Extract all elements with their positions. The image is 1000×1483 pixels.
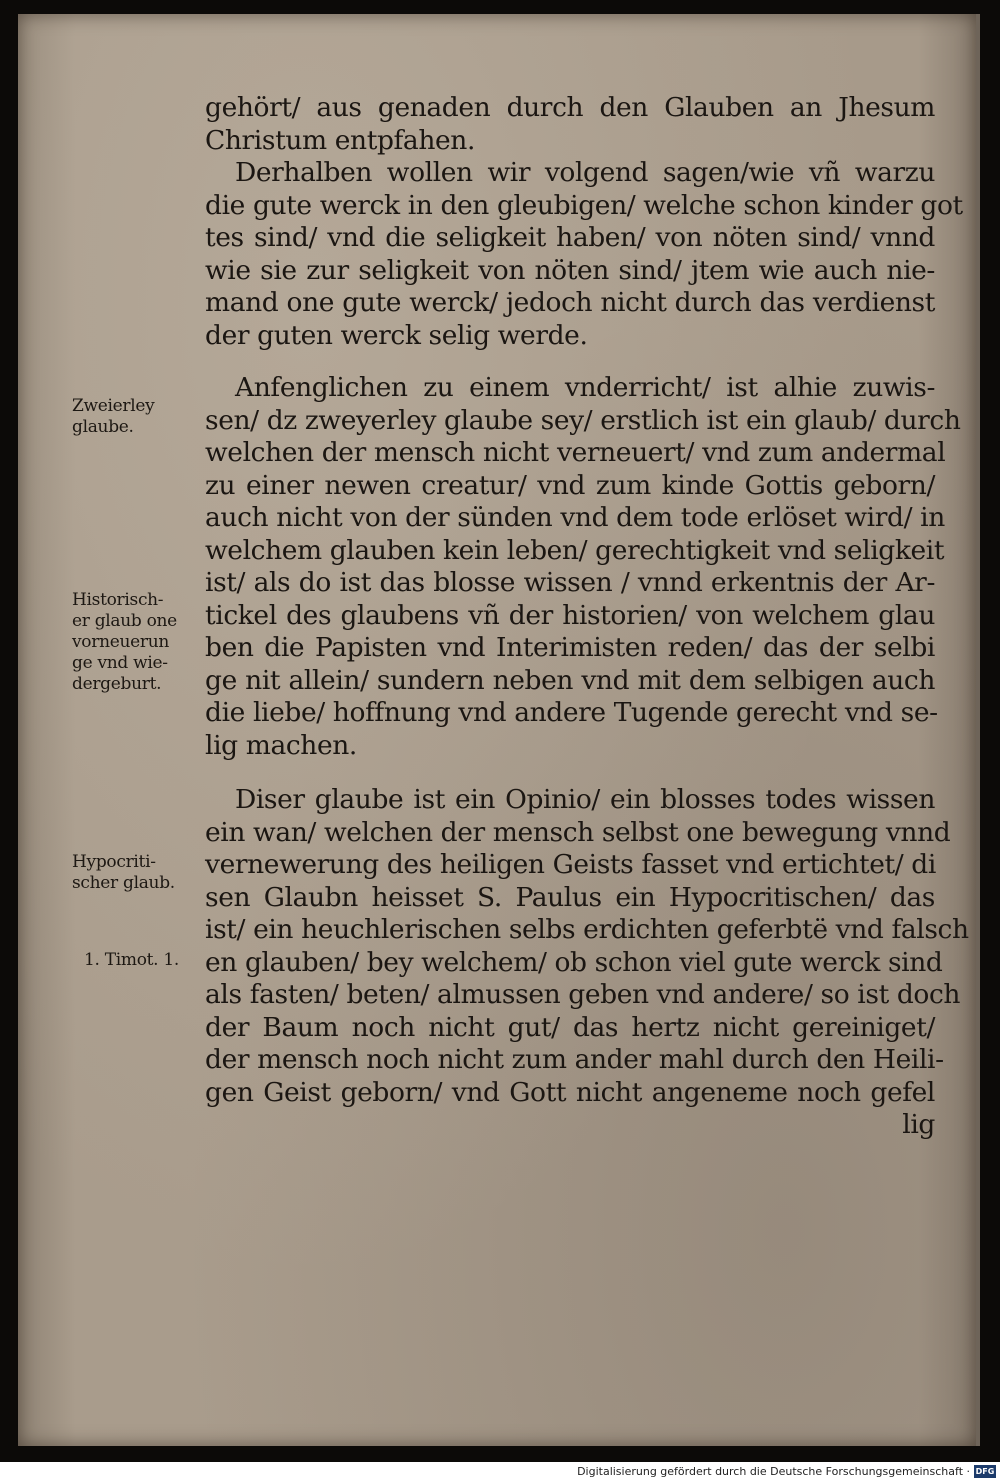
text-line: welchem glauben kein leben/ gerechtigkeit vnd seligkeit [205, 534, 945, 566]
catchword: lig [902, 1109, 935, 1140]
marginal-note [72, 396, 202, 438]
marginal-line: scher glaub. [72, 873, 175, 893]
text-line: zu einer newen creatur/ vnd zum kinde Gottis geborn/ [205, 469, 935, 501]
text-line: ben die Papisten vnd Interimisten reden/ das der selbi [205, 632, 935, 663]
text-line: ist/ als do ist das blosse wissen / vnnd erkentnis der Ar- [205, 567, 935, 598]
paragraph-gap [205, 352, 935, 372]
text-line: der mensch noch nicht zum ander mahl durch den Heili- [205, 1044, 944, 1075]
text-line: ist/ ein heuchlerischen selbs erdichten geferbtë vnd falsch [205, 914, 969, 945]
text-line: der guten werck selig werde. [205, 319, 588, 351]
marginal-line: Historisch- [72, 590, 164, 610]
text-line: ge nit allein/ sundern neben vnd mit dem selbigen auch [205, 664, 935, 696]
text-line: sen/ dz zweyerley glaube sey/ erstlich ist ein glaub/ durch [205, 404, 961, 436]
text-line: lig machen. [205, 729, 357, 761]
marginal-line: glaube. [72, 417, 134, 437]
marginal-line: Zweierley [72, 396, 155, 416]
text-line: mand one gute werck/ jedoch nicht durch das verdienst [205, 287, 935, 318]
text-line: gehört/ aus genaden durch den Glauben an Jhesum [205, 92, 935, 123]
footer-bar [0, 1462, 1000, 1483]
text-line: tickel des glaubens vñ der historien/ von welchem glau [205, 599, 935, 631]
text-line: der Baum noch nicht gut/ das hertz nicht gereiniget/ [205, 1011, 935, 1043]
marginal-line: vorneuerun [72, 632, 170, 652]
text-line: vernewerung des heiligen Geists fasset vnd ertichtet/ di [205, 849, 936, 880]
text-line: wie sie zur seligkeit von nöten sind/ jtem wie auch nie- [205, 254, 935, 286]
text-line: Diser glaube ist ein Opinio/ ein blosses todes wissen [235, 784, 935, 815]
text-line: Christum entpfahen. [205, 124, 475, 156]
text-line: en glauben/ bey welchem/ ob schon viel gute werck sind [205, 946, 943, 978]
footer-credit: Digitalisierung gefördert durch die Deutsche Forschungsgemeinschaft · [577, 1465, 970, 1478]
marginal-line: 1. Timot. 1. [84, 950, 180, 970]
text-line: ein wan/ welchen der mensch selbst one bewegung vnnd [205, 816, 951, 848]
text-line: Derhalben wollen wir volgend sagen/wie vñ warzu [235, 157, 935, 188]
marginal-line: er glaub one [72, 611, 177, 631]
marginal-note [72, 590, 202, 695]
marginal-note [72, 852, 202, 894]
text-line: auch nicht von der sünden vnd dem tode erlöset wird/ in [205, 502, 945, 533]
text-line: welchen der mensch nicht verneuert/ vnd zum andermal [205, 437, 946, 468]
marginal-line: ge vnd wie- [72, 653, 168, 673]
text-line: Anfenglichen zu einem vnderricht/ ist alhie zuwis- [235, 372, 935, 403]
text-line: gen Geist geborn/ vnd Gott nicht angeneme noch gefel [205, 1076, 935, 1108]
main-text-block [205, 92, 969, 1142]
paragraph-gap [205, 762, 935, 784]
text-line: die liebe/ hoffnung vnd andere Tugende gerecht vnd se- [205, 697, 938, 728]
marginal-note [84, 950, 214, 971]
text-line: sen Glaubn heisset S. Paulus ein Hypocritischen/ das [205, 881, 935, 913]
text-line: tes sind/ vnd die seligkeit haben/ von nöten sind/ vnnd [205, 222, 935, 253]
text-line: die gute werck in den gleubigen/ welche schon kinder got [205, 189, 963, 221]
marginal-line: dergeburt. [72, 674, 162, 694]
marginal-line: Hypocriti- [72, 852, 156, 872]
dfg-logo: DFG [975, 1467, 995, 1476]
page-edge [976, 14, 980, 1446]
text-line: als fasten/ beten/ almussen geben vnd andere/ so ist doch [205, 979, 961, 1010]
